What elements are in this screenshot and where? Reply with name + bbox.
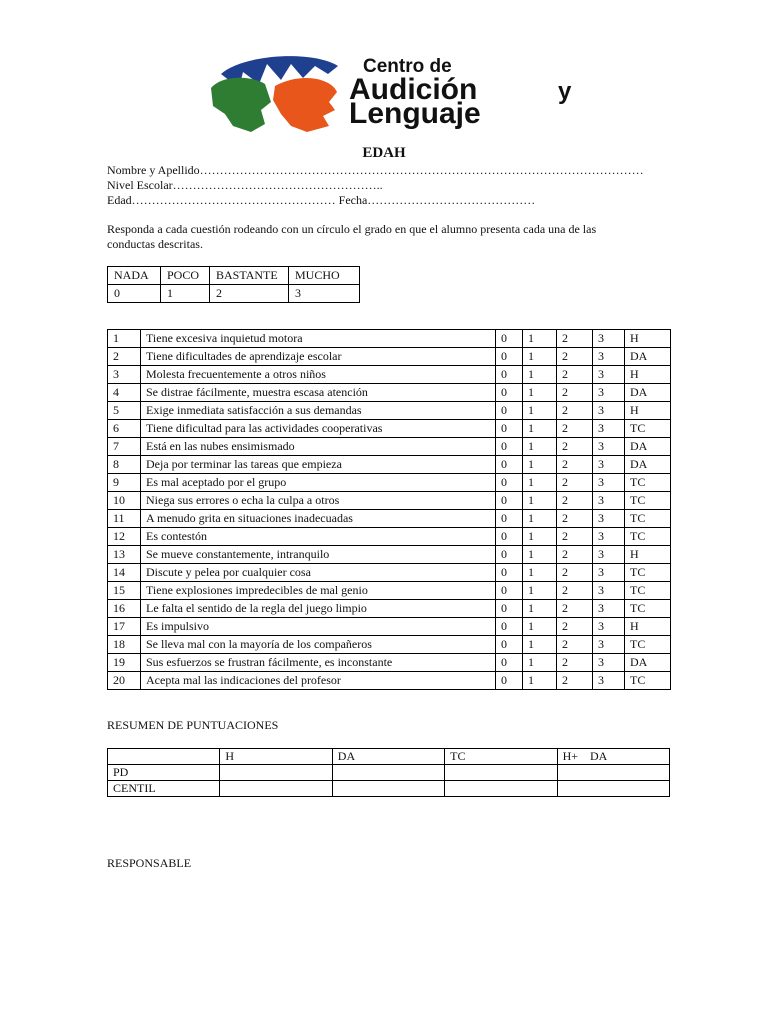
item-text: Exige inmediata satisfacción a sus demandas (141, 402, 496, 420)
name-field-line: Nombre y Apellido………………………………………………………………………………………………… (107, 163, 644, 177)
score-option-0[interactable]: 0 (496, 654, 523, 672)
item-text: Está en las nubes ensimismado (141, 438, 496, 456)
score-option-3[interactable]: 3 (593, 546, 625, 564)
item-number: 11 (108, 510, 141, 528)
logo-green-head (211, 78, 271, 132)
item-number: 4 (108, 384, 141, 402)
score-option-1[interactable]: 1 (523, 384, 557, 402)
score-option-0[interactable]: 0 (496, 672, 523, 690)
score-option-0[interactable]: 0 (496, 636, 523, 654)
score-option-1[interactable]: 1 (523, 474, 557, 492)
questionnaire-items-table (107, 329, 671, 690)
item-number: 17 (108, 618, 141, 636)
summary-header (108, 749, 220, 765)
item-text: Tiene dificultad para las actividades cooperativas (141, 420, 496, 438)
score-option-3[interactable]: 3 (593, 492, 625, 510)
item-row (108, 492, 671, 510)
item-text: Le falta el sentido de la regla del juego limpio (141, 600, 496, 618)
item-text: Tiene excesiva inquietud motora (141, 330, 496, 348)
item-row (108, 456, 671, 474)
score-option-0[interactable]: 0 (496, 492, 523, 510)
score-option-0[interactable]: 0 (496, 474, 523, 492)
logo-line1: Centro de (363, 56, 452, 77)
score-option-3[interactable]: 3 (593, 438, 625, 456)
item-category: DA (625, 438, 671, 456)
score-option-2[interactable]: 2 (557, 618, 593, 636)
item-category: TC (625, 510, 671, 528)
summary-row-label: PD (108, 765, 220, 781)
score-option-3[interactable]: 3 (593, 582, 625, 600)
summary-header-da: DA (332, 749, 444, 765)
item-text: Acepta mal las indicaciones del profesor (141, 672, 496, 690)
responsable-label: RESPONSABLE (107, 856, 192, 870)
item-category: DA (625, 348, 671, 366)
summary-row-label: CENTIL (108, 781, 220, 797)
score-option-0[interactable]: 0 (496, 456, 523, 474)
item-row (108, 330, 671, 348)
score-option-0[interactable]: 0 (496, 546, 523, 564)
scale-values-row (108, 285, 360, 303)
item-number: 6 (108, 420, 141, 438)
item-category: TC (625, 636, 671, 654)
score-option-1[interactable]: 1 (523, 438, 557, 456)
item-row (108, 528, 671, 546)
item-row (108, 636, 671, 654)
score-option-0[interactable]: 0 (496, 618, 523, 636)
item-row (108, 654, 671, 672)
instructions-line-2: conductas descritas. (107, 237, 203, 251)
score-option-2[interactable]: 2 (557, 546, 593, 564)
score-option-1[interactable]: 1 (523, 420, 557, 438)
score-option-2[interactable]: 2 (557, 402, 593, 420)
item-category: TC (625, 420, 671, 438)
item-row (108, 384, 671, 402)
score-option-1[interactable]: 1 (523, 456, 557, 474)
score-option-2[interactable]: 2 (557, 510, 593, 528)
instructions-line-1: Responda a cada cuestión rodeando con un círculo el grado en que el alumno presenta cada una de las (107, 222, 597, 236)
item-category: H (625, 366, 671, 384)
item-number: 12 (108, 528, 141, 546)
item-category: H (625, 618, 671, 636)
item-text: Se lleva mal con la mayoría de los compañeros (141, 636, 496, 654)
item-text: Sus esfuerzos se frustran fácilmente, es inconstante (141, 654, 496, 672)
item-category: H (625, 402, 671, 420)
item-text: Molesta frecuentemente a otros niños (141, 366, 496, 384)
score-option-0[interactable]: 0 (496, 510, 523, 528)
summary-header-h-da: H+ DA (557, 749, 669, 765)
item-number: 15 (108, 582, 141, 600)
item-number: 16 (108, 600, 141, 618)
item-row (108, 600, 671, 618)
score-option-3[interactable]: 3 (593, 402, 625, 420)
item-category: DA (625, 384, 671, 402)
score-option-1[interactable]: 1 (523, 636, 557, 654)
score-summary-table (107, 748, 670, 797)
score-option-3[interactable]: 3 (593, 564, 625, 582)
score-option-2[interactable]: 2 (557, 366, 593, 384)
logo-orange-head (273, 78, 337, 132)
item-category: TC (625, 528, 671, 546)
item-category: TC (625, 492, 671, 510)
score-option-1[interactable]: 1 (523, 564, 557, 582)
centro-audicion-lenguaje-logo (203, 52, 593, 134)
item-text: Tiene explosiones impredecibles de mal genio (141, 582, 496, 600)
score-option-0[interactable]: 0 (496, 348, 523, 366)
summary-title: RESUMEN DE PUNTUACIONES (107, 718, 279, 732)
score-option-1[interactable]: 1 (523, 672, 557, 690)
score-option-2[interactable]: 2 (557, 474, 593, 492)
score-cell[interactable] (557, 765, 669, 781)
item-text: Se distrae fácilmente, muestra escasa atención (141, 384, 496, 402)
scale-value: 3 (289, 285, 360, 303)
score-option-0[interactable]: 0 (496, 366, 523, 384)
score-option-3[interactable]: 3 (593, 600, 625, 618)
scale-value: 1 (161, 285, 210, 303)
score-cell[interactable] (220, 765, 332, 781)
summary-row-centil (108, 781, 670, 797)
age-date-field-line: Edad…………………………………………… Fecha…………………………………… (107, 193, 536, 207)
score-option-3[interactable]: 3 (593, 384, 625, 402)
score-option-1[interactable]: 1 (523, 402, 557, 420)
item-row (108, 366, 671, 384)
item-number: 9 (108, 474, 141, 492)
item-number: 7 (108, 438, 141, 456)
item-row (108, 420, 671, 438)
score-option-2[interactable]: 2 (557, 582, 593, 600)
item-number: 8 (108, 456, 141, 474)
item-row (108, 582, 671, 600)
item-text: Niega sus errores o echa la culpa a otros (141, 492, 496, 510)
score-option-3[interactable]: 3 (593, 636, 625, 654)
item-text: Es impulsivo (141, 618, 496, 636)
score-option-3[interactable]: 3 (593, 456, 625, 474)
score-option-3[interactable]: 3 (593, 672, 625, 690)
item-row (108, 438, 671, 456)
logo-line2: Audición (349, 73, 478, 106)
scale-label: BASTANTE (210, 267, 289, 285)
score-option-2[interactable]: 2 (557, 564, 593, 582)
score-cell[interactable] (445, 781, 557, 797)
score-option-0[interactable]: 0 (496, 402, 523, 420)
item-number: 1 (108, 330, 141, 348)
score-option-1[interactable]: 1 (523, 618, 557, 636)
score-option-2[interactable]: 2 (557, 636, 593, 654)
score-option-3[interactable]: 3 (593, 348, 625, 366)
item-text: Es mal aceptado por el grupo (141, 474, 496, 492)
score-option-1[interactable]: 1 (523, 366, 557, 384)
item-row (108, 348, 671, 366)
score-option-1[interactable]: 1 (523, 330, 557, 348)
score-option-2[interactable]: 2 (557, 348, 593, 366)
item-text: Discute y pelea por cualquier cosa (141, 564, 496, 582)
score-option-0[interactable]: 0 (496, 330, 523, 348)
scale-label: NADA (108, 267, 161, 285)
score-option-2[interactable]: 2 (557, 492, 593, 510)
item-number: 3 (108, 366, 141, 384)
item-category: H (625, 546, 671, 564)
score-option-1[interactable]: 1 (523, 546, 557, 564)
item-row (108, 672, 671, 690)
score-option-2[interactable]: 2 (557, 384, 593, 402)
item-text: A menudo grita en situaciones inadecuadas (141, 510, 496, 528)
item-category: TC (625, 474, 671, 492)
logo-line3: Lenguaje (349, 97, 481, 130)
summary-row-pd (108, 765, 670, 781)
level-field-line: Nivel Escolar…………………………………………….. (107, 178, 383, 192)
item-row (108, 546, 671, 564)
score-option-1[interactable]: 1 (523, 492, 557, 510)
score-cell[interactable] (332, 765, 444, 781)
item-row (108, 474, 671, 492)
score-option-3[interactable]: 3 (593, 474, 625, 492)
item-number: 18 (108, 636, 141, 654)
score-option-3[interactable]: 3 (593, 654, 625, 672)
score-option-3[interactable]: 3 (593, 510, 625, 528)
item-number: 13 (108, 546, 141, 564)
score-option-0[interactable]: 0 (496, 384, 523, 402)
score-option-2[interactable]: 2 (557, 654, 593, 672)
item-category: DA (625, 654, 671, 672)
item-category: TC (625, 582, 671, 600)
item-number: 10 (108, 492, 141, 510)
item-row (108, 510, 671, 528)
summary-header-row (108, 749, 670, 765)
score-option-3[interactable]: 3 (593, 618, 625, 636)
score-cell[interactable] (220, 781, 332, 797)
score-option-2[interactable]: 2 (557, 330, 593, 348)
score-cell[interactable] (332, 781, 444, 797)
score-option-0[interactable]: 0 (496, 420, 523, 438)
score-option-2[interactable]: 2 (557, 600, 593, 618)
rating-scale-table (107, 266, 360, 303)
score-option-3[interactable]: 3 (593, 330, 625, 348)
item-category: TC (625, 564, 671, 582)
score-option-2[interactable]: 2 (557, 672, 593, 690)
item-text: Tiene dificultades de aprendizaje escolar (141, 348, 496, 366)
score-option-2[interactable]: 2 (557, 438, 593, 456)
item-number: 5 (108, 402, 141, 420)
item-category: DA (625, 456, 671, 474)
item-text: Deja por terminar las tareas que empieza (141, 456, 496, 474)
score-option-0[interactable]: 0 (496, 438, 523, 456)
score-option-1[interactable]: 1 (523, 348, 557, 366)
score-option-3[interactable]: 3 (593, 420, 625, 438)
logo-line2-y: y (558, 78, 572, 105)
score-option-3[interactable]: 3 (593, 528, 625, 546)
score-option-1[interactable]: 1 (523, 600, 557, 618)
score-option-3[interactable]: 3 (593, 366, 625, 384)
score-option-1[interactable]: 1 (523, 528, 557, 546)
scale-value: 2 (210, 285, 289, 303)
score-option-0[interactable]: 0 (496, 582, 523, 600)
item-category: TC (625, 600, 671, 618)
score-option-2[interactable]: 2 (557, 420, 593, 438)
item-category: TC (625, 672, 671, 690)
score-cell[interactable] (557, 781, 669, 797)
item-row (108, 402, 671, 420)
item-number: 2 (108, 348, 141, 366)
summary-header-h: H (220, 749, 332, 765)
score-option-0[interactable]: 0 (496, 528, 523, 546)
score-option-0[interactable]: 0 (496, 600, 523, 618)
score-option-1[interactable]: 1 (523, 582, 557, 600)
item-number: 19 (108, 654, 141, 672)
score-option-0[interactable]: 0 (496, 564, 523, 582)
scale-labels-row (108, 267, 360, 285)
scale-label: MUCHO (289, 267, 360, 285)
score-option-2[interactable]: 2 (557, 528, 593, 546)
score-cell[interactable] (445, 765, 557, 781)
item-text: Se mueve constantemente, intranquilo (141, 546, 496, 564)
score-option-1[interactable]: 1 (523, 510, 557, 528)
item-category: H (625, 330, 671, 348)
item-text: Es contestón (141, 528, 496, 546)
form-title: EDAH (362, 145, 406, 161)
scale-label: POCO (161, 267, 210, 285)
item-number: 14 (108, 564, 141, 582)
summary-header-tc: TC (445, 749, 557, 765)
scale-value: 0 (108, 285, 161, 303)
item-row (108, 618, 671, 636)
score-option-2[interactable]: 2 (557, 456, 593, 474)
item-number: 20 (108, 672, 141, 690)
item-row (108, 564, 671, 582)
score-option-1[interactable]: 1 (523, 654, 557, 672)
